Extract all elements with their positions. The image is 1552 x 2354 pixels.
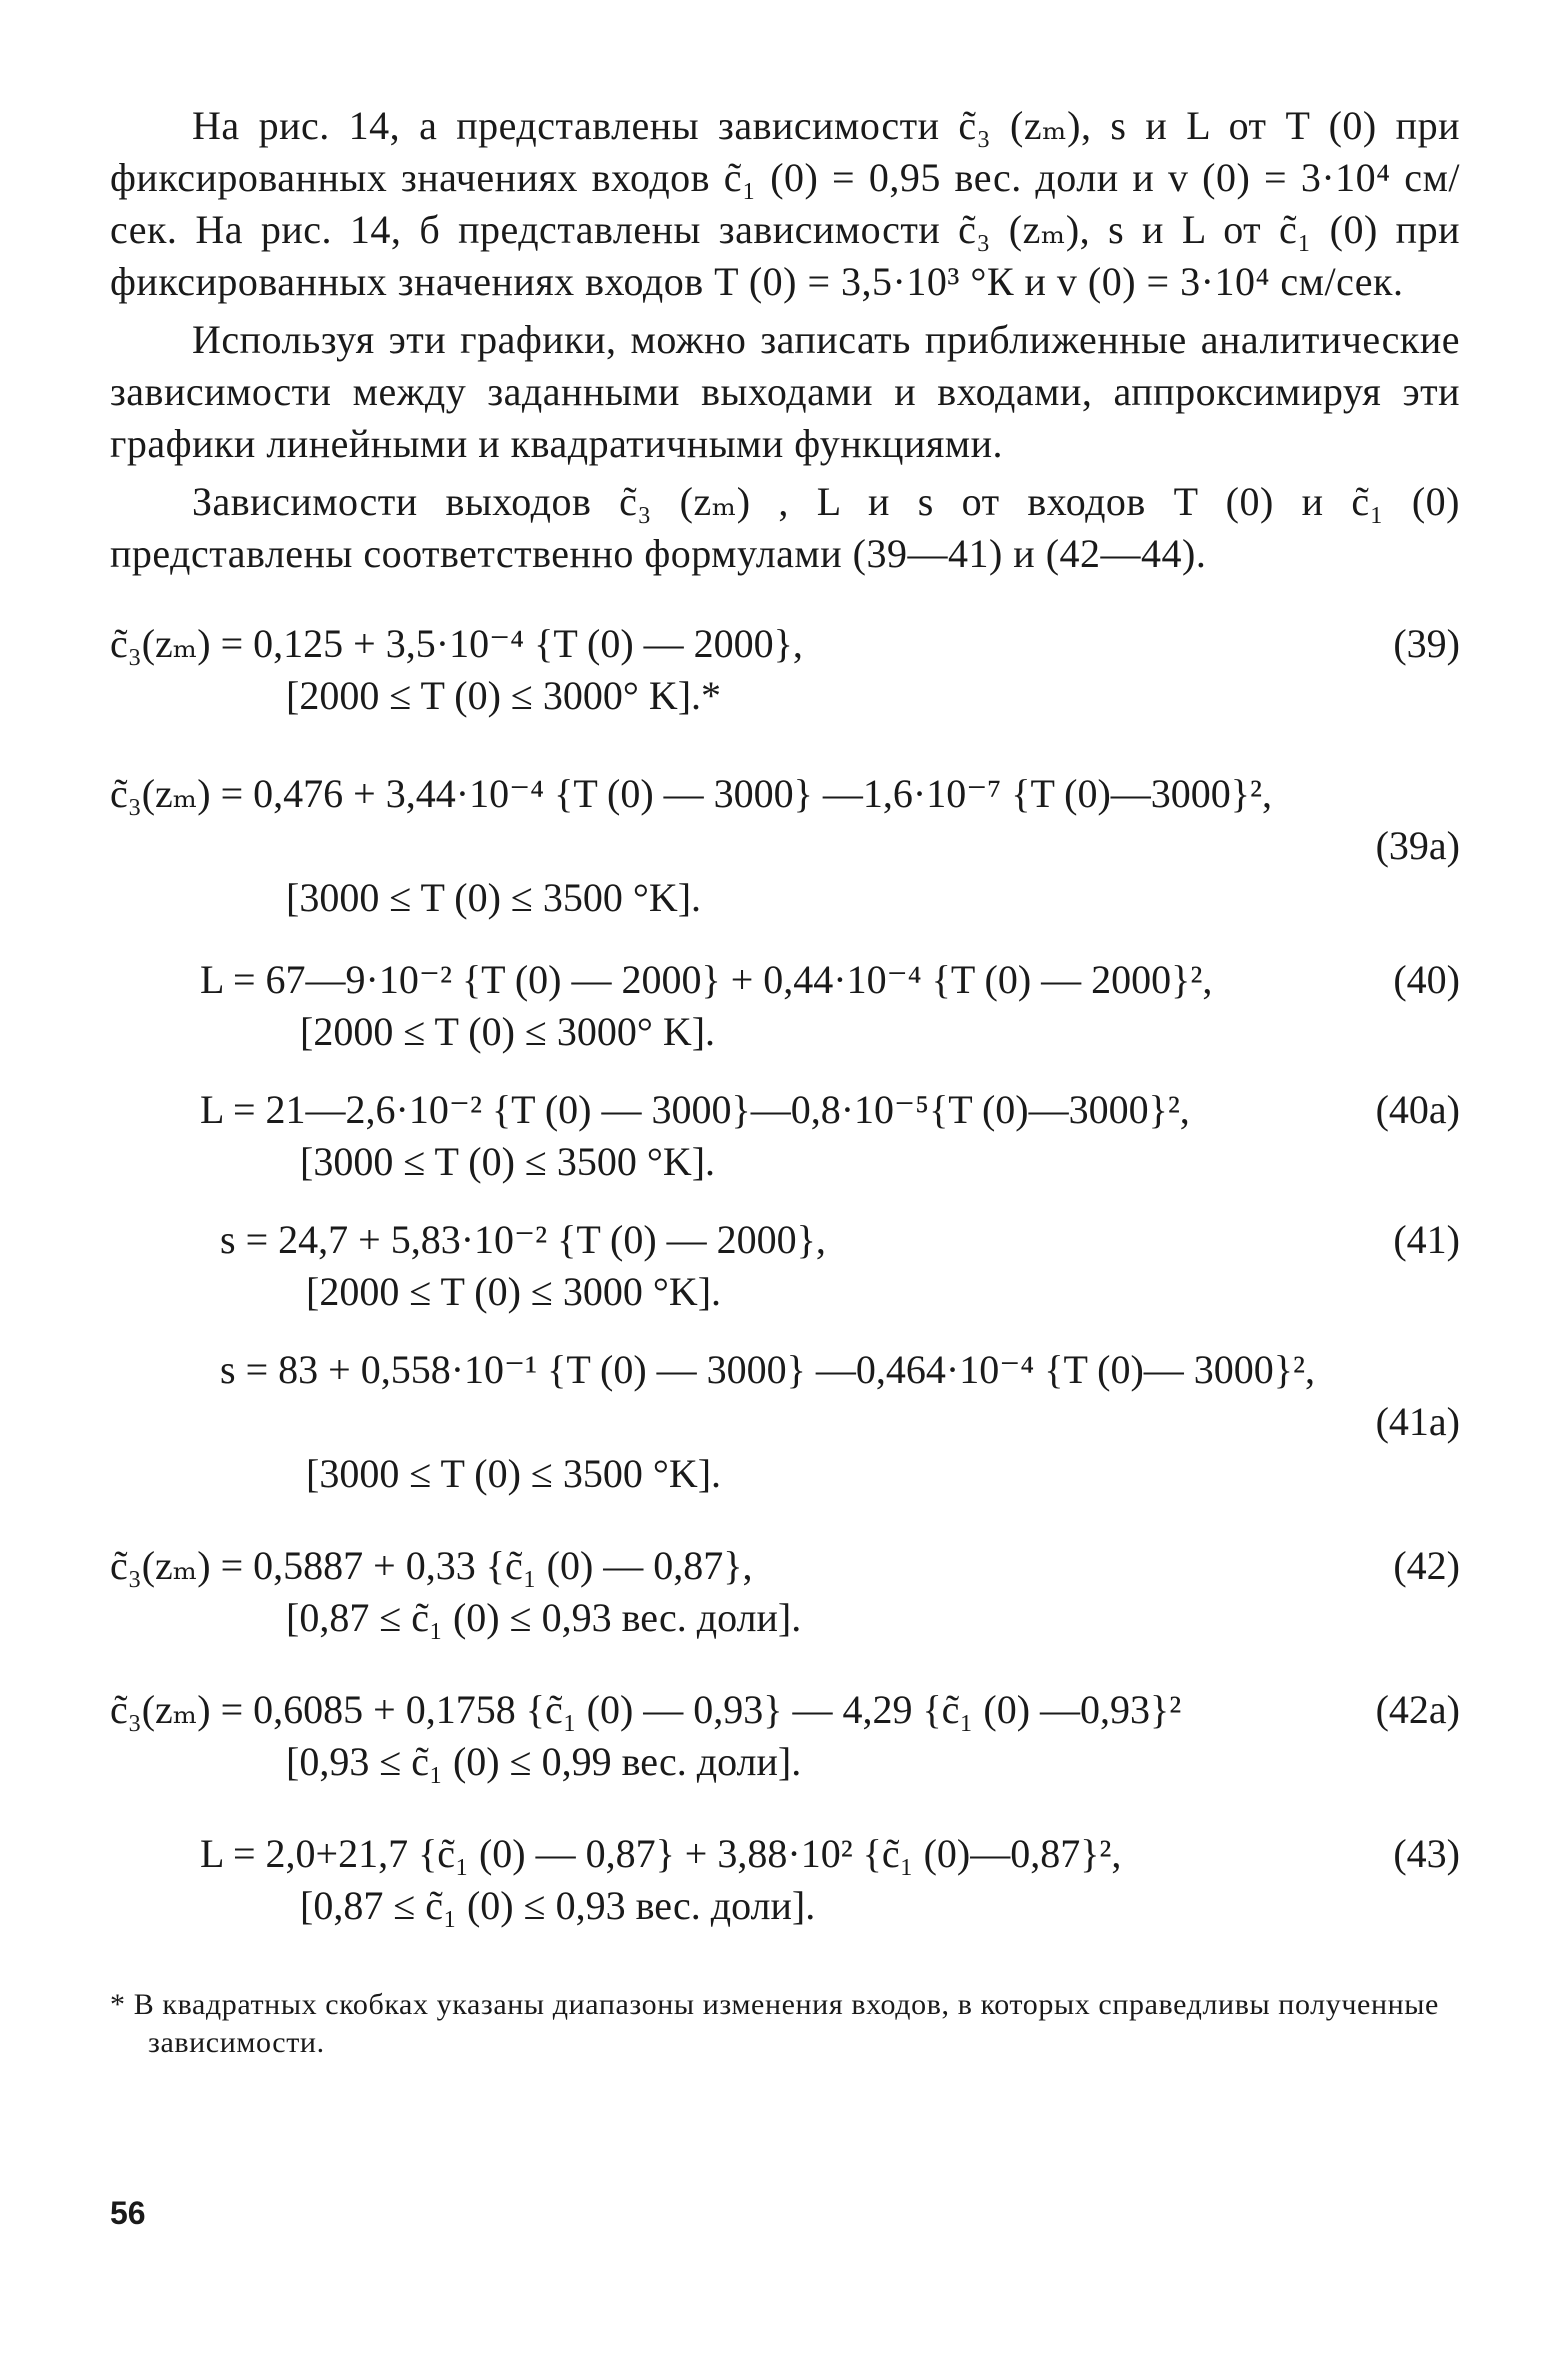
equation-lhs: s (220, 1347, 236, 1392)
equation-number: (43) (1393, 1831, 1460, 1876)
equation-number: (41) (1393, 1217, 1460, 1262)
equation-rhs: = 2,0+21,7 {c̃₁ (0) — 0,87} + 3,88·10² {c̃₁ (0)—0,87}², (232, 1831, 1122, 1876)
page-number: 56 (110, 2195, 146, 2231)
book-page (110, 100, 1460, 2300)
equation-body (220, 1344, 1460, 1396)
equation-number: (40a) (1375, 1087, 1460, 1132)
equation-rhs: = 0,125 + 3,5·10⁻⁴ {T (0) — 2000}, (220, 621, 803, 666)
equation-range: [3000 ≤ T (0) ≤ 3500 °K]. (306, 1451, 722, 1496)
equation-body (110, 1684, 1460, 1736)
equation-range: [3000 ≤ T (0) ≤ 3500 °K]. (300, 1139, 716, 1184)
equation-41a (110, 1344, 1460, 1500)
equation-range: [0,87 ≤ c̃₁ (0) ≤ 0,93 вес. доли]. (300, 1883, 816, 1928)
equation-41 (110, 1214, 1460, 1318)
equation-number: (39a) (1375, 823, 1460, 868)
equation-number: (40) (1393, 957, 1460, 1002)
equation-42a (110, 1684, 1460, 1788)
equation-42 (110, 1540, 1460, 1644)
equation-range: [0,93 ≤ c̃₁ (0) ≤ 0,99 вес. доли]. (286, 1739, 802, 1784)
equation-body (200, 1828, 1460, 1880)
equation-rhs: = 67—9·10⁻² {T (0) — 2000} + 0,44·10⁻⁴ {T (0) — 2000}², (232, 957, 1213, 1002)
equation-body (200, 954, 1460, 1006)
equation-39 (110, 618, 1460, 722)
equation-range: [2000 ≤ T (0) ≤ 3000° K].* (286, 673, 722, 718)
equation-lhs: L (200, 1087, 223, 1132)
equation-rhs: = 0,476 + 3,44·10⁻⁴ {T (0) — 3000} —1,6·10⁻⁷ {T (0)—3000}², (220, 771, 1272, 816)
equation-43 (110, 1828, 1460, 1932)
equation-body (220, 1214, 1460, 1266)
equation-rhs: = 0,5887 + 0,33 {c̃₁ (0) — 0,87}, (220, 1543, 753, 1588)
equation-39a (110, 768, 1460, 924)
equation-rhs: = 21—2,6·10⁻² {T (0) — 3000}—0,8·10⁻⁵{T (0)—3000}², (232, 1087, 1190, 1132)
paragraph-approximation: Используя эти графики, можно записать приближенные аналитические зависимости между заданными выходами и входами, аппроксимируя эти графики линейными и квадратичными функциями. (110, 317, 1460, 466)
equation-body (110, 618, 1460, 670)
paragraph-formula-intro: Зависимости выходов c̃₃ (zₘ) , L и s от входов T (0) и c̃₁ (0) представлены соответственно формулами (39—41) и (42—44). (110, 479, 1460, 576)
equation-40a (110, 1084, 1460, 1188)
equation-lhs: L (200, 957, 223, 1002)
equation-block (110, 618, 1460, 1932)
equation-lhs: c̃₃(zₘ) (110, 621, 211, 666)
equation-40 (110, 954, 1460, 1058)
equation-range: [2000 ≤ T (0) ≤ 3000° K]. (300, 1009, 716, 1054)
equation-rhs: = 24,7 + 5,83·10⁻² {T (0) — 2000}, (245, 1217, 826, 1262)
equation-rhs: = 0,6085 + 0,1758 {c̃₁ (0) — 0,93} — 4,29 {c̃₁ (0) —0,93}² (220, 1687, 1182, 1732)
equation-lhs: s (220, 1217, 236, 1262)
footnote: * В квадратных скобках указаны диапазоны изменения входов, в которых справедливы полученные зависимости. (110, 1988, 1439, 2059)
equation-lhs: c̃₃(zₘ) (110, 1543, 211, 1588)
equation-number: (39) (1393, 621, 1460, 666)
equation-rhs: = 83 + 0,558·10⁻¹ {T (0) — 3000} —0,464·10⁻⁴ {T (0)— 3000}², (245, 1347, 1315, 1392)
paragraph-figure-description: На рис. 14, а представлены зависимости c̃₃ (zₘ), s и L от T (0) при фиксированных значениях входов c̃₁ (0) = 0,95 вес. доли и v (0) = 3·10⁴ см/сек. На рис. 14, б представлены зависимости c̃₃ (zₘ), s и L от c̃₁ (0) при фиксированных значениях входов T (0) = 3,5·10³ °К и v (0) = 3·10⁴ см/сек. (110, 103, 1460, 304)
equation-lhs: c̃₃(zₘ) (110, 771, 211, 816)
equation-number: (42a) (1375, 1687, 1460, 1732)
equation-body (200, 1084, 1460, 1136)
equation-lhs: c̃₃(zₘ) (110, 1687, 211, 1732)
equation-number: (41a) (1375, 1399, 1460, 1444)
equation-number: (42) (1393, 1543, 1460, 1588)
equation-lhs: L (200, 1831, 223, 1876)
equation-body (110, 1540, 1460, 1592)
equation-range: [3000 ≤ T (0) ≤ 3500 °K]. (286, 875, 702, 920)
equation-range: [0,87 ≤ c̃₁ (0) ≤ 0,93 вес. доли]. (286, 1595, 802, 1640)
equation-body (110, 768, 1460, 820)
equation-range: [2000 ≤ T (0) ≤ 3000 °K]. (306, 1269, 722, 1314)
